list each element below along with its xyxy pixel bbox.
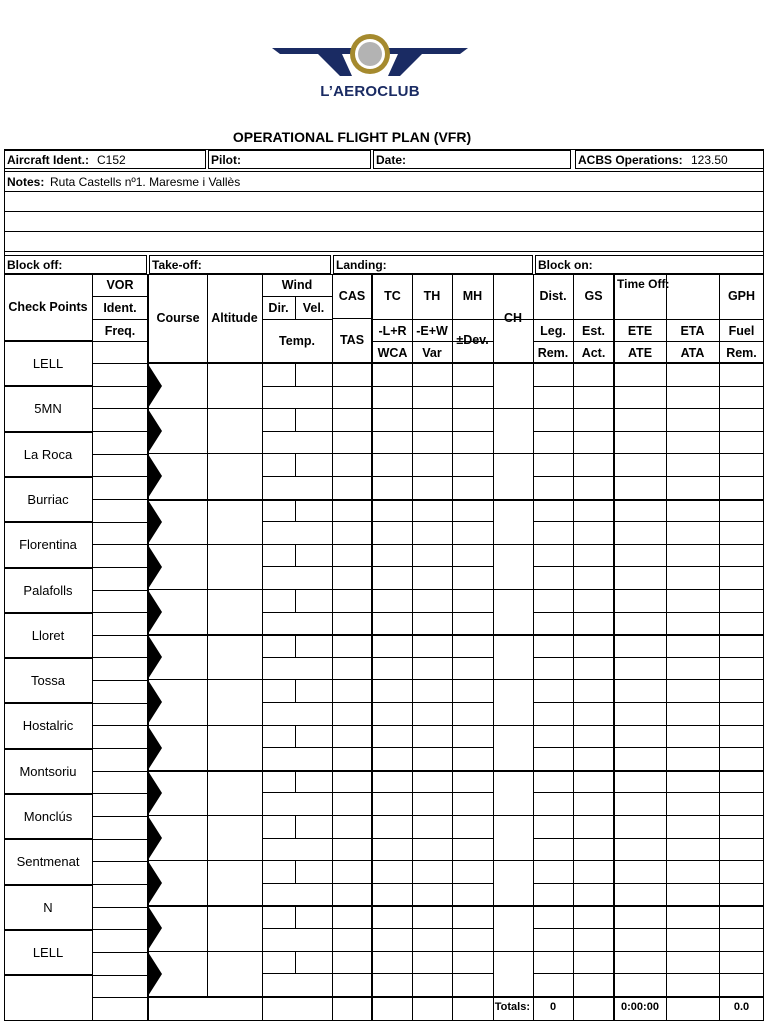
dist-leg-header: Leg. xyxy=(540,323,566,338)
date-label: Date: xyxy=(376,153,407,167)
checkpoint-name: Tossa xyxy=(31,673,65,689)
aircraft-ident-field[interactable] xyxy=(4,150,206,169)
gs-header: GS xyxy=(584,289,603,303)
vor-row-line xyxy=(92,793,148,794)
vor-row-line xyxy=(92,839,148,840)
leg-separator xyxy=(148,634,764,636)
vor-row-line xyxy=(92,907,148,908)
leg-arrow-icon xyxy=(148,726,164,770)
gs-est-header: Est. xyxy=(582,323,605,338)
notes-field[interactable] xyxy=(4,171,764,192)
leg-arrow-icon xyxy=(148,680,164,724)
landing-label: Landing: xyxy=(336,258,387,272)
leg-mid-line xyxy=(533,973,764,974)
aeroclub-logo xyxy=(270,30,470,105)
totals-dist: 0 xyxy=(549,1000,557,1013)
wind-header: Wind xyxy=(281,278,313,292)
eta-header: ETA xyxy=(680,323,705,338)
vor-row-line xyxy=(92,635,148,636)
leg-mid-line xyxy=(533,386,764,387)
tc-header: TC xyxy=(384,289,401,303)
leg-mid-line xyxy=(262,973,493,974)
checkpoint-name: Monclús xyxy=(23,809,73,824)
vor-row-line xyxy=(92,408,148,409)
leg-mid-line xyxy=(533,838,764,839)
pilot-label: Pilot: xyxy=(211,153,241,167)
logo-text: L’AEROCLUB xyxy=(320,83,420,100)
leg-mid-line xyxy=(262,928,493,929)
leg-mid-line xyxy=(533,612,764,613)
wind-split-line xyxy=(295,770,296,793)
wind-split-line xyxy=(295,363,296,386)
leg-mid-line xyxy=(262,702,493,703)
leg-mid-line xyxy=(262,566,493,567)
fuel-rem-header: Rem. xyxy=(726,345,757,360)
leg-mid-line xyxy=(533,476,764,477)
totals-time: 0:00:00 xyxy=(621,1000,659,1013)
grid-bottom-line xyxy=(4,1020,764,1021)
checkpoint-name: Burriac xyxy=(27,491,69,507)
notes-line-2[interactable] xyxy=(4,191,764,212)
checkpoint-name: Palafolls xyxy=(23,582,73,598)
leg-mid-line xyxy=(262,657,493,658)
fuel-header: Fuel xyxy=(728,323,755,338)
wind-split-line xyxy=(295,679,296,702)
wind-split-line xyxy=(295,544,296,567)
leg-separator xyxy=(148,725,764,726)
leg-mid-line xyxy=(533,928,764,929)
gs-act-header: Act. xyxy=(581,345,606,360)
course-header: Course xyxy=(156,311,200,325)
block-off-label: Block off: xyxy=(7,258,63,272)
leg-arrow-icon xyxy=(148,816,164,860)
block-on-field[interactable] xyxy=(535,255,764,274)
leg-arrow-icon xyxy=(148,364,164,408)
page-title: OPERATIONAL FLIGHT PLAN (VFR) xyxy=(232,129,472,145)
acbs-value: 123.50 xyxy=(691,153,728,167)
wind-split-line xyxy=(295,589,296,612)
vor-row-line xyxy=(92,997,148,998)
leg-mid-line xyxy=(262,386,493,387)
leg-mid-line xyxy=(262,792,493,793)
checkpoint-name: La Roca xyxy=(23,446,73,462)
vor-row-line xyxy=(92,476,148,477)
tas-header: TAS xyxy=(339,333,365,347)
leg-mid-line xyxy=(533,521,764,522)
wind-split-line xyxy=(295,815,296,838)
vor-header: VOR xyxy=(106,278,134,292)
leg-arrow-icon xyxy=(148,906,164,950)
leg-arrow-icon xyxy=(148,952,164,996)
wind-dir-header: Dir. xyxy=(268,301,289,315)
aircraft-ident-value: C152 xyxy=(97,153,126,167)
leg-arrow-icon xyxy=(148,635,164,679)
totals-line xyxy=(148,996,764,998)
check-points-header: Check Points xyxy=(8,300,88,314)
checkpoint-name: LELL xyxy=(32,356,64,371)
vor-row-line xyxy=(92,748,148,749)
leg-mid-line xyxy=(262,883,493,884)
wca-sign-header: -L+R xyxy=(378,323,407,338)
leg-separator xyxy=(148,499,764,501)
landing-field[interactable] xyxy=(333,255,533,274)
leg-mid-line xyxy=(262,476,493,477)
temp-header: Temp. xyxy=(279,333,315,348)
vor-row-line xyxy=(92,431,148,432)
ata-header: ATA xyxy=(680,345,705,360)
vor-row-line xyxy=(92,363,148,364)
checkpoint-name: Sentmenat xyxy=(16,854,80,870)
mh-header: MH xyxy=(462,289,483,303)
vor-row-line xyxy=(92,657,148,658)
vor-row-line xyxy=(92,771,148,772)
wind-split-line xyxy=(295,453,296,476)
notes-line-3[interactable] xyxy=(4,211,764,232)
vor-row-line xyxy=(92,703,148,704)
vor-row-line xyxy=(92,590,148,591)
vor-row-line xyxy=(92,386,148,387)
leg-separator xyxy=(148,544,764,545)
wind-split-line xyxy=(295,860,296,883)
wind-split-line xyxy=(295,951,296,974)
wind-split-line xyxy=(295,634,296,657)
block-off-field[interactable] xyxy=(4,255,147,274)
wind-vel-header: Vel. xyxy=(302,301,325,315)
ident-header: Ident. xyxy=(103,301,137,315)
notes-value: Ruta Castells nº1. Maresme i Vallès xyxy=(50,175,241,189)
take-off-label: Take-off: xyxy=(152,258,202,272)
pilot-field[interactable] xyxy=(208,150,371,169)
vor-row-line xyxy=(92,975,148,976)
totals-label: Totals: xyxy=(494,1000,530,1013)
wind-split-line xyxy=(295,408,296,431)
vor-row-line xyxy=(92,567,148,568)
wind-split-line xyxy=(295,499,296,522)
aircraft-ident-label: Aircraft Ident.: xyxy=(7,153,90,167)
vor-row-line xyxy=(92,816,148,817)
leg-separator xyxy=(148,679,764,680)
gph-header: GPH xyxy=(727,289,756,303)
checkpoint-name: Lloret xyxy=(31,627,65,643)
leg-arrow-icon xyxy=(148,500,164,544)
take-off-field[interactable] xyxy=(149,255,331,274)
block-on-label: Block on: xyxy=(538,258,593,272)
ete-header: ETE xyxy=(627,323,653,338)
leg-mid-line xyxy=(533,702,764,703)
var-header: Var xyxy=(422,345,442,360)
wind-split-line xyxy=(295,905,296,928)
leg-mid-line xyxy=(262,431,493,432)
leg-mid-line xyxy=(262,838,493,839)
checkpoint-name: 5MN xyxy=(34,401,62,417)
leg-mid-line xyxy=(262,747,493,748)
vor-row-line xyxy=(92,884,148,885)
leg-arrow-icon xyxy=(148,590,164,634)
leg-arrow-icon xyxy=(148,861,164,905)
ch-header: CH xyxy=(503,311,523,325)
notes-label: Notes: xyxy=(7,175,45,189)
acbs-label: ACBS Operations: xyxy=(578,153,683,167)
checkpoint-name: Montsoriu xyxy=(19,763,77,779)
leg-mid-line xyxy=(262,521,493,522)
vor-row-line xyxy=(92,612,148,613)
vor-row-line xyxy=(92,929,148,930)
vor-row-line xyxy=(92,861,148,862)
wings-emblem-icon xyxy=(270,30,470,85)
checkpoint-separator xyxy=(4,974,92,976)
leg-arrow-icon xyxy=(148,545,164,589)
vor-row-line xyxy=(92,952,148,953)
totals-fuel: 0.0 xyxy=(733,1000,750,1013)
dev-header: ±Dev. xyxy=(456,333,489,347)
leg-separator xyxy=(148,770,764,772)
checkpoint-name: N xyxy=(43,899,53,915)
vor-row-line xyxy=(92,454,148,455)
leg-mid-line xyxy=(533,883,764,884)
leg-mid-line xyxy=(533,431,764,432)
var-sign-header: -E+W xyxy=(416,323,448,338)
leg-mid-line xyxy=(262,612,493,613)
cas-header: CAS xyxy=(338,289,366,303)
ate-header: ATE xyxy=(627,345,653,360)
leg-mid-line xyxy=(533,792,764,793)
wind-split-line xyxy=(295,725,296,748)
time-off-header: Time Off: xyxy=(617,277,670,291)
date-field[interactable] xyxy=(373,150,571,169)
wca-header: WCA xyxy=(377,345,408,360)
leg-mid-line xyxy=(533,747,764,748)
leg-arrow-icon xyxy=(148,454,164,498)
grid-column-line xyxy=(493,274,494,1020)
leg-separator xyxy=(148,815,764,816)
vor-row-line xyxy=(92,522,148,523)
vor-row-line xyxy=(92,544,148,545)
leg-mid-line xyxy=(533,566,764,567)
leg-separator xyxy=(148,905,764,907)
vor-row-line xyxy=(92,680,148,681)
checkpoint-name: LELL xyxy=(32,944,64,960)
vor-row-line xyxy=(92,725,148,726)
checkpoint-name: Hostalric xyxy=(22,718,74,734)
checkpoint-name: Florentina xyxy=(19,537,77,553)
leg-arrow-icon xyxy=(148,771,164,815)
leg-separator xyxy=(148,408,764,409)
leg-separator xyxy=(148,453,764,454)
leg-arrow-icon xyxy=(148,409,164,453)
leg-separator xyxy=(148,860,764,861)
altitude-header: Altitude xyxy=(211,311,258,325)
notes-line-4[interactable] xyxy=(4,231,764,252)
freq-header: Freq. xyxy=(104,324,136,338)
leg-separator xyxy=(148,589,764,590)
dist-header: Dist. xyxy=(539,289,567,303)
th-header: TH xyxy=(423,289,441,303)
acbs-operations-field[interactable] xyxy=(575,150,764,169)
vor-row-line xyxy=(92,499,148,500)
dist-rem-header: Rem. xyxy=(537,345,569,360)
leg-separator xyxy=(148,951,764,952)
leg-mid-line xyxy=(533,657,764,658)
